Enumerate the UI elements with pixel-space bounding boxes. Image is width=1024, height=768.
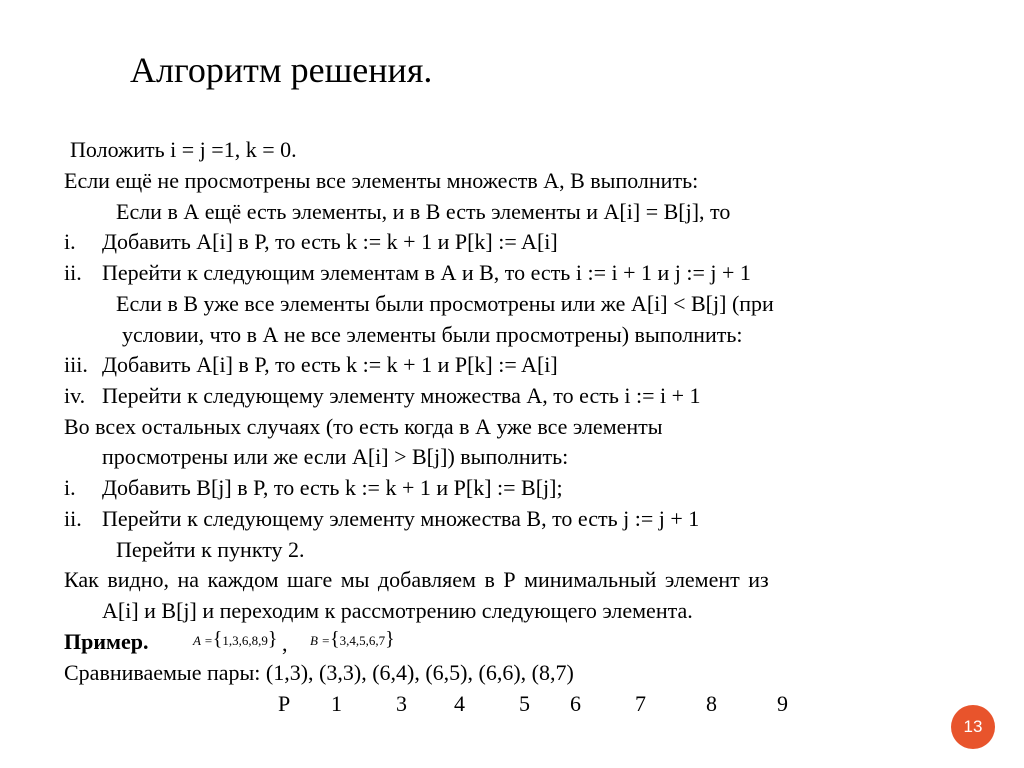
result-label: P — [278, 691, 291, 716]
set-b-values: 3,4,5,6,7 — [339, 633, 386, 648]
text-line: Перейти к пункту 2. — [116, 537, 305, 562]
text-line: A[i] и B[j] и переходим к рассмотрению следующего элемента. — [102, 598, 693, 623]
set-a-values: 1,3,6,8,9 — [222, 633, 268, 648]
list-item — [64, 258, 751, 288]
set-a-name: A — [193, 633, 201, 648]
brace-close-icon: } — [267, 628, 278, 650]
slide-title: Алгоритм решения. — [130, 50, 433, 90]
list-item — [64, 504, 699, 534]
list-item — [64, 381, 701, 411]
result-value: 5 — [519, 691, 530, 716]
set-a-formula — [193, 628, 277, 652]
list-marker: iv. — [64, 383, 86, 408]
text-line: Как видно, на каждом шаге мы добавляем в Р минимальный элемент из — [64, 567, 769, 592]
list-marker: ii. — [64, 506, 82, 531]
list-item-text: Добавить A[i] в P, то есть k := k + 1 и P[k] := A[i] — [102, 229, 558, 254]
text-line: Если в А ещё есть элементы, и в В есть элементы и A[i] = B[j], то — [116, 199, 731, 224]
set-b-name: B — [310, 633, 318, 648]
set-b-eq: = — [321, 633, 330, 648]
text-line: Если ещё не просмотрены все элементы множеств А, В выполнить: — [64, 168, 699, 193]
formula-comma: , — [282, 631, 288, 656]
list-marker: i. — [64, 229, 76, 254]
text-line: Во всех остальных случаях (то есть когда в А уже все элементы — [64, 414, 663, 439]
text-line: условии, что в А не все элементы были просмотрены) выполнить: — [122, 322, 743, 347]
text-line: Положить i = j =1, k = 0. — [70, 137, 297, 162]
list-marker: ii. — [64, 260, 82, 285]
result-value: 7 — [635, 691, 646, 716]
result-value: 1 — [331, 691, 342, 716]
result-value: 9 — [777, 691, 788, 716]
example-label: Пример. — [64, 629, 149, 654]
text-line: Если в В уже все элементы были просмотрены или же A[i] < B[j] (при — [116, 291, 774, 316]
list-item-text: Перейти к следующим элементам в А и В, то есть i := i + 1 и j := j + 1 — [102, 260, 751, 285]
list-item — [64, 227, 558, 257]
brace-open-icon: { — [329, 628, 340, 650]
text-line: просмотрены или же если A[i] > B[j]) выполнить: — [102, 444, 569, 469]
set-b-formula — [310, 628, 395, 652]
list-marker: iii. — [64, 352, 88, 377]
result-value: 3 — [396, 691, 407, 716]
list-item-text: Перейти к следующему элементу множества В, то есть j := j + 1 — [102, 506, 700, 531]
list-item-text: Добавить A[i] в P, то есть k := k + 1 и P[k] := A[i] — [102, 352, 558, 377]
brace-open-icon: { — [212, 628, 223, 650]
result-value: 4 — [454, 691, 465, 716]
list-item-text: Добавить B[j] в P, то есть k := k + 1 и P[k] := B[j]; — [102, 475, 563, 500]
brace-close-icon: } — [385, 628, 395, 650]
list-item — [64, 350, 558, 380]
set-a-eq: = — [203, 633, 213, 648]
list-item — [64, 473, 563, 503]
list-marker: i. — [64, 475, 76, 500]
result-value: 8 — [706, 691, 717, 716]
page-number-badge: 13 — [951, 705, 995, 749]
text-line: Сравниваемые пары: (1,3), (3,3), (6,4), (6,5), (6,6), (8,7) — [64, 660, 574, 685]
result-value: 6 — [570, 691, 581, 716]
list-item-text: Перейти к следующему элементу множества А, то есть i := i + 1 — [102, 383, 701, 408]
